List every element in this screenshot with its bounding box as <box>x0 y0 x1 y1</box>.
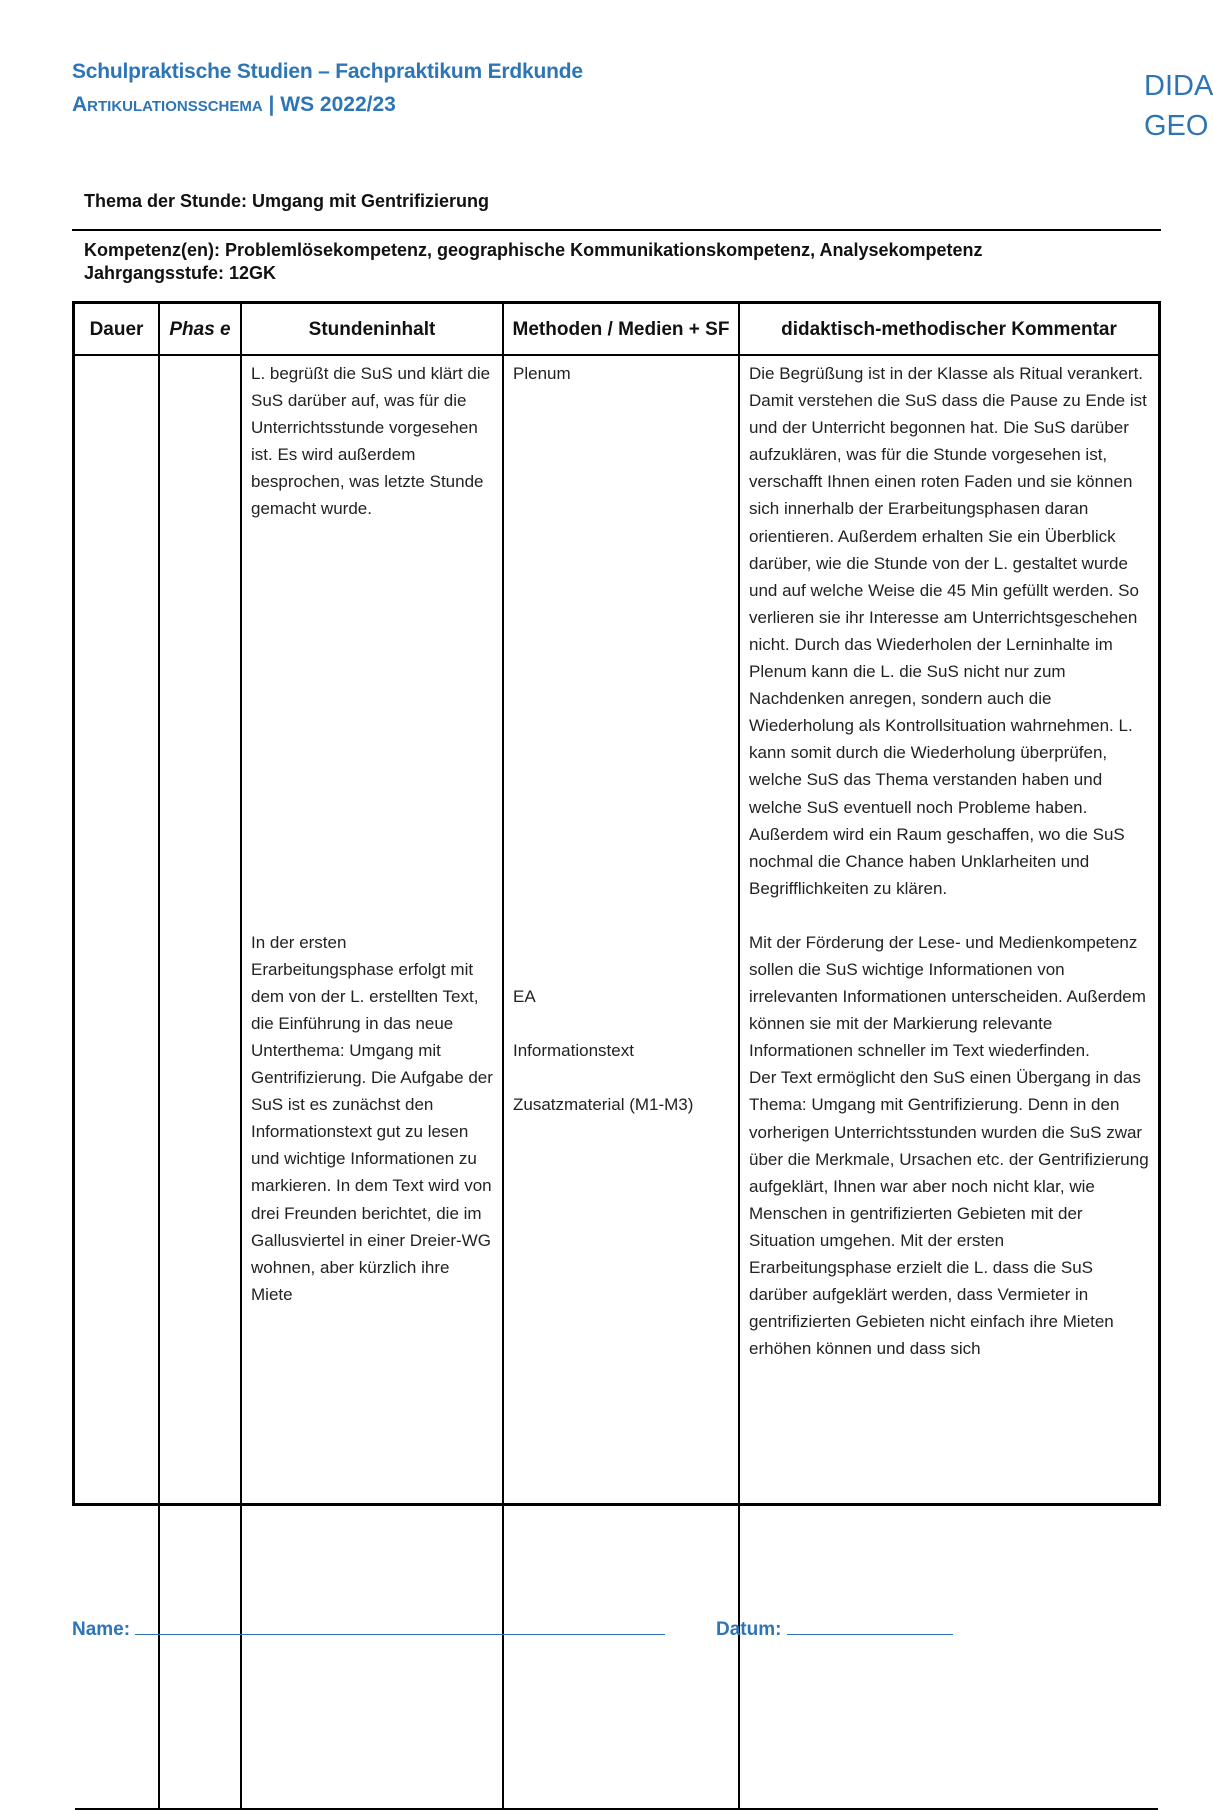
comment-phase1-b: Der Text ermöglicht den SuS einen Übergang in das Thema: Umgang mit Gentrifizierung. Denn in den vorherigen Unterrichtsstunden wurden die SuS zwar über die Merkmale, Ursachen etc. der Gentrifizierung aufgeklärt, Ihnen war aber noch nicht klar, wie Menschen in gentrifizierten Gebieten mit der Situation umgehen. Mit der ersten Erarbeitungsphase erzielt die L. dass die SuS darüber aufgeklärt werden, dass Vermieter in gentrifizierten Gebieten nicht einfach ihre Mieten erhöhen können und dass sich <box>749 1068 1149 1359</box>
lesson-topic: Thema der Stunde: Umgang mit Gentrifizierung <box>84 191 490 211</box>
date-field[interactable] <box>716 1616 953 1641</box>
date-line[interactable] <box>787 1616 953 1635</box>
header-schema-name: Artikulationsschema <box>72 93 263 116</box>
name-line[interactable] <box>135 1616 665 1635</box>
method-infotext: Informationstext <box>513 1041 634 1061</box>
cell-phase <box>159 355 241 1809</box>
content-phase1: In der ersten Erarbeitungsphase erfolgt mit dem von der L. erstellten Text, die Einführung in das neue Unterthema: Umgang mit Gentrifizierung. Die Aufgabe der SuS ist es zunächst den Informationstext gut zu lesen und wichtige Informationen zu markieren. In dem Text wird von drei Freunden berichtet, die im Gallusviertel in einer Dreier-WG wohnen, aber kürzlich ihre Miete <box>251 932 493 1304</box>
method-plenum: Plenum <box>513 364 571 383</box>
competence-block <box>84 239 983 285</box>
name-field[interactable] <box>72 1616 665 1641</box>
grade-line: Jahrgangsstufe: 12GK <box>84 263 277 283</box>
comment-intro: Die Begrüßung ist in der Klasse als Ritual verankert. Damit verstehen die SuS dass die Pause zu Ende ist und der Unterricht begonnen hat. Die SuS darüber aufzuklären, was für die Stunde vorgesehen ist, verschafft Ihnen einen roten Faden und sie können sich innerhalb der Erarbeitungsphasen daran orientieren. Außerdem erhalten Sie ein Überblick darüber, wie die Stunde von der L. gestaltet wurde und auf welche Weise die 45 Min gefüllt werden. So verlieren sie ihr Interesse am Unterrichtsgeschehen nicht. Durch das Wiederholen der Lerninhalte im Plenum kann die L. die SuS nicht nur zum Nachdenken anregen, sondern auch die Wiederholung als Kontrollsituation wahrnehmen. L. kann somit durch die Wiederholung überprüfen, welche SuS das Thema verstanden haben und welche SuS eventuell noch Probleme haben. Außerdem wird ein Raum geschaffen, wo die SuS nochmal die Chance haben Unklarheiten und Begrifflichkeiten zu klären. <box>749 364 1147 898</box>
col-header-phase: Phas e <box>159 304 241 355</box>
col-header-methods: Methoden / Medien + SF <box>503 304 739 355</box>
cell-methods <box>503 355 739 1809</box>
articulation-table <box>72 301 1161 1506</box>
header-course-title: Schulpraktische Studien – Fachpraktikum Erdkunde <box>72 60 583 83</box>
content-intro: L. begrüßt die SuS und klärt die SuS darüber auf, was für die Unterrichtsstunde vorgesehen ist. Es wird außerdem besprochen, was letzte Stunde gemacht wurde. <box>251 364 491 519</box>
logo-line-1: DIDA <box>1144 70 1213 102</box>
cell-comment <box>739 355 1158 1809</box>
header-semester: | WS 2022/23 <box>262 93 396 116</box>
table-header-row <box>75 304 1158 355</box>
cell-content <box>241 355 503 1809</box>
department-logo <box>1144 66 1213 146</box>
table-row <box>75 355 1158 1809</box>
method-ea: EA <box>513 987 536 1007</box>
comment-phase1-a: Mit der Förderung der Lese- und Medienkompetenz sollen die SuS wichtige Informationen von irrelevanten Informationen unterscheiden. Außerdem können sie mit der Markierung relevante Informationen schneller im Text wiederfinden. <box>749 932 1146 1061</box>
header-schema-title <box>72 93 396 117</box>
col-header-duration: Dauer <box>75 304 159 355</box>
competence-line: Kompetenz(en): Problemlösekompetenz, geographische Kommunikationskompetenz, Analysekompetenz <box>84 240 983 260</box>
col-header-content: Stundeninhalt <box>241 304 503 355</box>
name-label: Name: <box>72 1619 131 1640</box>
col-header-comment: didaktisch-methodischer Kommentar <box>739 304 1158 355</box>
logo-line-2: GEO <box>1144 110 1209 142</box>
method-material: Zusatzmaterial (M1-M3) <box>513 1095 694 1115</box>
cell-duration <box>75 355 159 1809</box>
date-label: Datum: <box>716 1619 782 1640</box>
divider <box>72 229 1161 231</box>
